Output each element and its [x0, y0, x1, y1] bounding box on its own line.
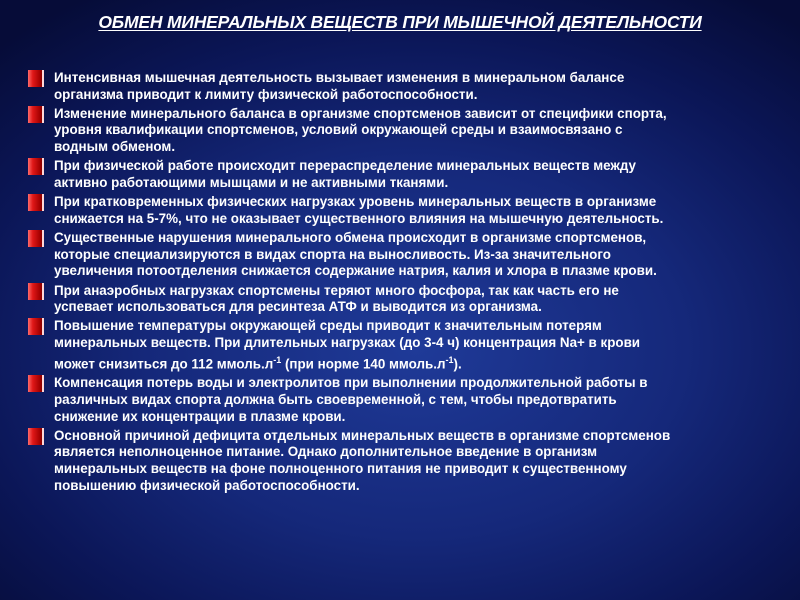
bullet-marker-icon [28, 230, 44, 247]
bullet-text-line: водным обменом. [54, 139, 176, 155]
bullet-text-line: Основной причиной дефицита отдельных минеральных веществ в организме спортсменов [54, 427, 671, 443]
bullet-marker-icon [28, 194, 44, 211]
bullet-marker-icon [28, 283, 44, 300]
bullet-text-line: организма приводит к лимиту физической работоспособности. [54, 86, 478, 102]
bullet-marker-icon [28, 318, 44, 335]
bullet-text-line: минеральных веществ. При длительных нагрузках (до 3-4 ч) концентрация Na+ в крови [54, 335, 641, 351]
bullet-text-line: При физической работе происходит перераспределение минеральных веществ между [54, 158, 636, 174]
bullet-text-line: активно работающими мышцами и не активными тканями. [54, 174, 449, 190]
bullet-text-line: Повышение температуры окружающей среды приводит к значительным потерям [54, 318, 602, 334]
bullet-text-line: Интенсивная мышечная деятельность вызывает изменения в минеральном балансе [54, 70, 625, 85]
bullet-marker-icon [28, 428, 44, 445]
bullet-marker-icon [28, 375, 44, 392]
bullet-text-line: может снизиться до 112 $ммоль.л^{-1}$ (при норме 140 $ммоль.л^{-1}$). [54, 354, 462, 372]
bullet-text-line: увеличения потоотделения снижается содержание натрия, калия и хлора в плазме крови. [54, 263, 657, 279]
bullet-item [28, 428, 788, 494]
bullet-marker-icon [28, 70, 44, 87]
bullet-text-line: которые специализируются в видах спорта на выносливость. Из-за значительного [54, 246, 611, 262]
bullet-item [28, 194, 788, 227]
bullet-item [28, 158, 788, 191]
bullet-text-line: повышению физической работоспособности. [54, 477, 360, 493]
bullet-item [28, 70, 788, 103]
bullet-text-line: снижается на 5-7%, что не оказывает существенного влияния на мышечную деятельность. [54, 210, 664, 226]
bullet-text-line: успевает использоваться для ресинтеза АТФ и выводится из организма. [54, 299, 542, 315]
bullet-item [28, 318, 788, 372]
bullet-text-line: снижение их концентрации в плазме крови. [54, 408, 346, 424]
bullet-marker-icon [28, 106, 44, 123]
bullet-marker-icon [28, 158, 44, 175]
bullet-list [28, 70, 788, 497]
bullet-text-line: При кратковременных физических нагрузках уровень минеральных веществ в организме [54, 194, 657, 210]
bullet-text-line: минеральных веществ на фоне полноценного питания не приводит к существенному [54, 461, 627, 477]
bullet-item [28, 375, 788, 425]
bullet-text-line: При анаэробных нагрузках спортсмены теряют много фосфора, так как часть его не [54, 282, 619, 298]
bullet-text-line: Изменение минерального баланса в организме спортсменов зависит от специфики спорта, [54, 105, 667, 121]
bullet-text-line: различных видах спорта должна быть своевременной, с тем, чтобы предотвратить [54, 391, 617, 407]
bullet-text-line: Существенные нарушения минерального обмена происходит в организме спортсменов, [54, 230, 647, 246]
bullet-item [28, 230, 788, 280]
bullet-item [28, 283, 788, 316]
bullet-item [28, 106, 788, 156]
slide-title: ОБМЕН МИНЕРАЛЬНЫХ ВЕЩЕСТВ ПРИ МЫШЕЧНОЙ ДЕЯТЕЛЬНОСТИ [98, 12, 702, 32]
bullet-text-line: уровня квалификации спортсменов, условий окружающей среды и взаимосвязано с [54, 122, 623, 138]
bullet-text-line: Компенсация потерь воды и электролитов при выполнении продолжительной работы в [54, 375, 648, 391]
bullet-text-line: является неполноценное питание. Однако дополнительное введение в организм [54, 444, 598, 460]
